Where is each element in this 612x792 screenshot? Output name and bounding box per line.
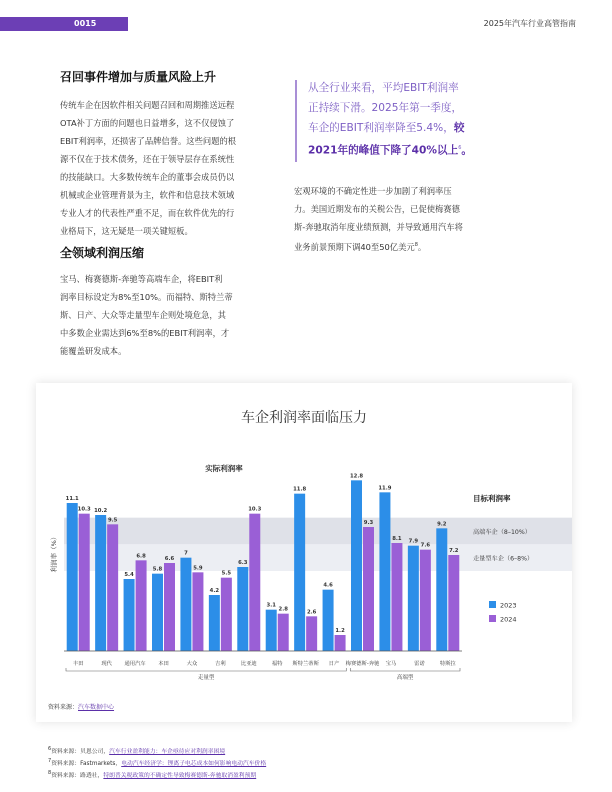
- category-label: 梅赛德斯-奔驰: [345, 661, 380, 667]
- text-line: 宏观环境的不确定性进一步加剧了利润率压: [294, 186, 452, 196]
- bar-2024: [306, 616, 317, 651]
- bar-2024: [79, 514, 90, 651]
- data-label: 9.5: [107, 517, 118, 524]
- bar-2023: [294, 494, 305, 651]
- footnote-link[interactable]: 特朗普关税政策的不确定性导致梅赛德斯-奔驰取消盈利预期: [103, 772, 257, 779]
- text-line: 力。美国近期发布的关税公告，已促使梅赛德: [294, 204, 460, 214]
- text-line: 斯、日产、大众等走量型车企则处境危急，其: [60, 310, 226, 320]
- footnotes: [48, 745, 266, 781]
- group-label: 走量型: [197, 675, 215, 681]
- category-label: 特斯拉: [439, 661, 456, 667]
- footnote-link[interactable]: 电动汽车经济学：锂离子电芯成本如何影响电动汽车价格: [121, 760, 267, 767]
- data-label: 10.3: [77, 506, 91, 513]
- target-band-label: 高端车企（8–10%）: [473, 529, 531, 536]
- text-line: 润率目标设定为8%至10%。而福特、斯特兰蒂: [60, 292, 233, 302]
- bar-2024: [391, 543, 402, 651]
- bar-2023: [124, 579, 135, 651]
- category-label: 比亚迪: [240, 661, 257, 667]
- text-line: 斯-奔驰取消年度业绩预测，并导致通用汽车将: [294, 222, 463, 232]
- category-label: 福特: [271, 661, 283, 667]
- legend-swatch-2023: [489, 601, 496, 608]
- data-label: 9.2: [437, 521, 447, 528]
- data-label: 11.9: [378, 485, 392, 492]
- bar-2024: [192, 572, 203, 651]
- data-label: 8.1: [392, 536, 402, 542]
- section-title-margins: 全领域利润压缩: [60, 246, 145, 260]
- bar-2023: [436, 528, 447, 651]
- chart-subtitle: 实际利润率: [205, 464, 243, 473]
- data-label: 2.8: [278, 606, 288, 613]
- bar-2023: [351, 480, 362, 651]
- text-line: 传统车企在因软件相关问题召回和周期推送远程: [60, 100, 235, 110]
- footnote: $^6$资料来源：贝恩公司，汽车行业盈利能力：车企亟待应对利润率困境: [48, 746, 226, 755]
- bar-2024: [448, 555, 459, 651]
- bar-2023: [180, 558, 191, 651]
- footnote: $^8$资料来源：路透社，特朗普关税政策的不确定性导致梅赛德斯-奔驰取消盈利预期: [48, 769, 257, 779]
- category-label: 宝马: [385, 661, 397, 667]
- chart-source: 资料来源：汽车数据中心: [48, 704, 115, 711]
- bar-2023: [209, 595, 220, 651]
- text-line: 机械或企业管理背景为主，软件和信息技术领域: [60, 190, 235, 200]
- bar-2024: [249, 514, 260, 651]
- bar-2023: [323, 590, 334, 651]
- category-label: 吉利: [215, 661, 226, 667]
- data-label: 5.8: [152, 566, 163, 573]
- data-label: 7.9: [408, 538, 419, 545]
- text-line: 源不仅在于技术债务，还在于领导层存在系统性: [60, 154, 235, 164]
- bar-2024: [363, 527, 374, 651]
- text-line: 的技能缺口。大多数传统车企的董事会成员仍以: [60, 172, 235, 182]
- category-label: 本田: [158, 661, 169, 667]
- data-label: 1.2: [335, 628, 345, 634]
- bar-2023: [67, 503, 78, 651]
- text-line: EBIT利润率，还损害了品牌信誉。这些问题的根: [60, 136, 237, 146]
- data-label: 6.8: [136, 553, 146, 560]
- data-label: 5.5: [221, 570, 232, 577]
- data-label: 4.6: [323, 582, 333, 589]
- data-label: 7.6: [420, 542, 431, 549]
- category-label: 大众: [186, 661, 198, 667]
- data-label: 4.2: [209, 588, 220, 594]
- bar-2024: [221, 578, 232, 651]
- data-label: 9.3: [363, 520, 374, 526]
- text-line: OTA补丁方面的问题也日益增多，这不仅侵蚀了: [60, 118, 235, 128]
- pull-quote-bar: [295, 80, 297, 162]
- data-label: 10.2: [94, 508, 108, 514]
- category-label: 日产: [328, 661, 340, 667]
- group-label: 高端型: [396, 675, 414, 681]
- data-label: 5.4: [124, 572, 134, 578]
- legend-label-2024: 2024: [500, 615, 517, 624]
- chart-card: [36, 383, 572, 722]
- group-bracket: [350, 668, 460, 671]
- footnote-link[interactable]: 汽车行业盈利能力：车企亟待应对利润率困境: [109, 748, 226, 755]
- data-label: 6.6: [164, 556, 175, 562]
- section-body-margins: [60, 270, 270, 360]
- target-title: 目标利润率: [473, 494, 511, 503]
- quote-line: 车企的EBIT利润率降至5.4%，较: [308, 122, 465, 134]
- margin-bar-chart: [36, 383, 572, 722]
- legend-label-2023: 2023: [500, 601, 517, 610]
- bar-2024: [107, 524, 118, 651]
- footnote: $^7$资料来源：Fastmarkets，电动汽车经济学：锂离子电芯成本如何影响电动汽车价格: [48, 757, 267, 767]
- data-label: 7: [184, 550, 188, 557]
- text-line: 业格局下，这无疑是一项关键短板。: [60, 226, 193, 236]
- data-label: 10.3: [248, 506, 262, 513]
- bar-2023: [379, 492, 390, 651]
- text-line: 宝马、梅赛德斯-奔驰等高端车企，将EBIT利: [60, 274, 223, 284]
- quote-line: 2021年的峰值下降了40%以上$^6$。: [308, 144, 472, 157]
- text-line: 中多数企业需达到6%至8%的EBIT利润率，才: [60, 328, 230, 338]
- target-band-label: 走量型车企（6–8%）: [473, 555, 534, 563]
- category-label: 斯特兰蒂斯: [292, 661, 319, 667]
- tariff-paragraph: [294, 182, 514, 256]
- bar-2024: [136, 560, 147, 651]
- section-body-recalls: [60, 96, 270, 240]
- category-label: 现代: [101, 661, 112, 667]
- data-label: 5.9: [193, 565, 203, 572]
- data-label: 12.8: [349, 473, 364, 480]
- bar-2024: [335, 635, 346, 651]
- chart-title: 车企利润率面临压力: [241, 410, 367, 426]
- category-label: 雷诺: [414, 661, 425, 667]
- section-title-recalls: 召回事件增加与质量风险上升: [60, 70, 217, 84]
- text-line: 专业人才的代表性严重不足，而在软件优先的行: [60, 208, 235, 218]
- document-title: 2025年汽车行业高管指南: [483, 19, 576, 28]
- text-line: 业务前景预期下调40至50亿美元$^8$。: [294, 241, 427, 252]
- data-label: 11.8: [293, 486, 307, 493]
- bar-2023: [266, 610, 277, 651]
- quote-line: 正持续下滑。2025年第一季度，: [308, 102, 463, 114]
- group-bracket: [66, 668, 346, 671]
- quote-line: 从全行业来看，平均EBIT利润率: [308, 82, 459, 94]
- data-label: 3.1: [266, 602, 276, 609]
- data-label: 11.1: [65, 496, 79, 502]
- data-label: 2.6: [306, 609, 317, 616]
- category-label: 通用汽车: [124, 661, 146, 667]
- data-label: 6.3: [238, 560, 248, 566]
- bar-2023: [152, 574, 163, 651]
- page-number-tab: 0015: [0, 17, 128, 31]
- text-line: 能覆盖研发成本。: [60, 346, 127, 356]
- y-axis-label: 利润率（%）: [50, 533, 58, 573]
- category-label: 丰田: [72, 661, 84, 667]
- bar-2023: [95, 515, 106, 651]
- bar-2024: [164, 563, 175, 651]
- data-label: 7.2: [449, 548, 459, 554]
- pull-quote: [308, 78, 498, 161]
- bar-2023: [408, 546, 419, 651]
- legend-swatch-2024: [489, 615, 496, 622]
- bar-2024: [420, 550, 431, 651]
- bar-2023: [237, 567, 248, 651]
- bar-2024: [278, 614, 289, 651]
- chart-source-link[interactable]: 汽车数据中心: [78, 704, 115, 711]
